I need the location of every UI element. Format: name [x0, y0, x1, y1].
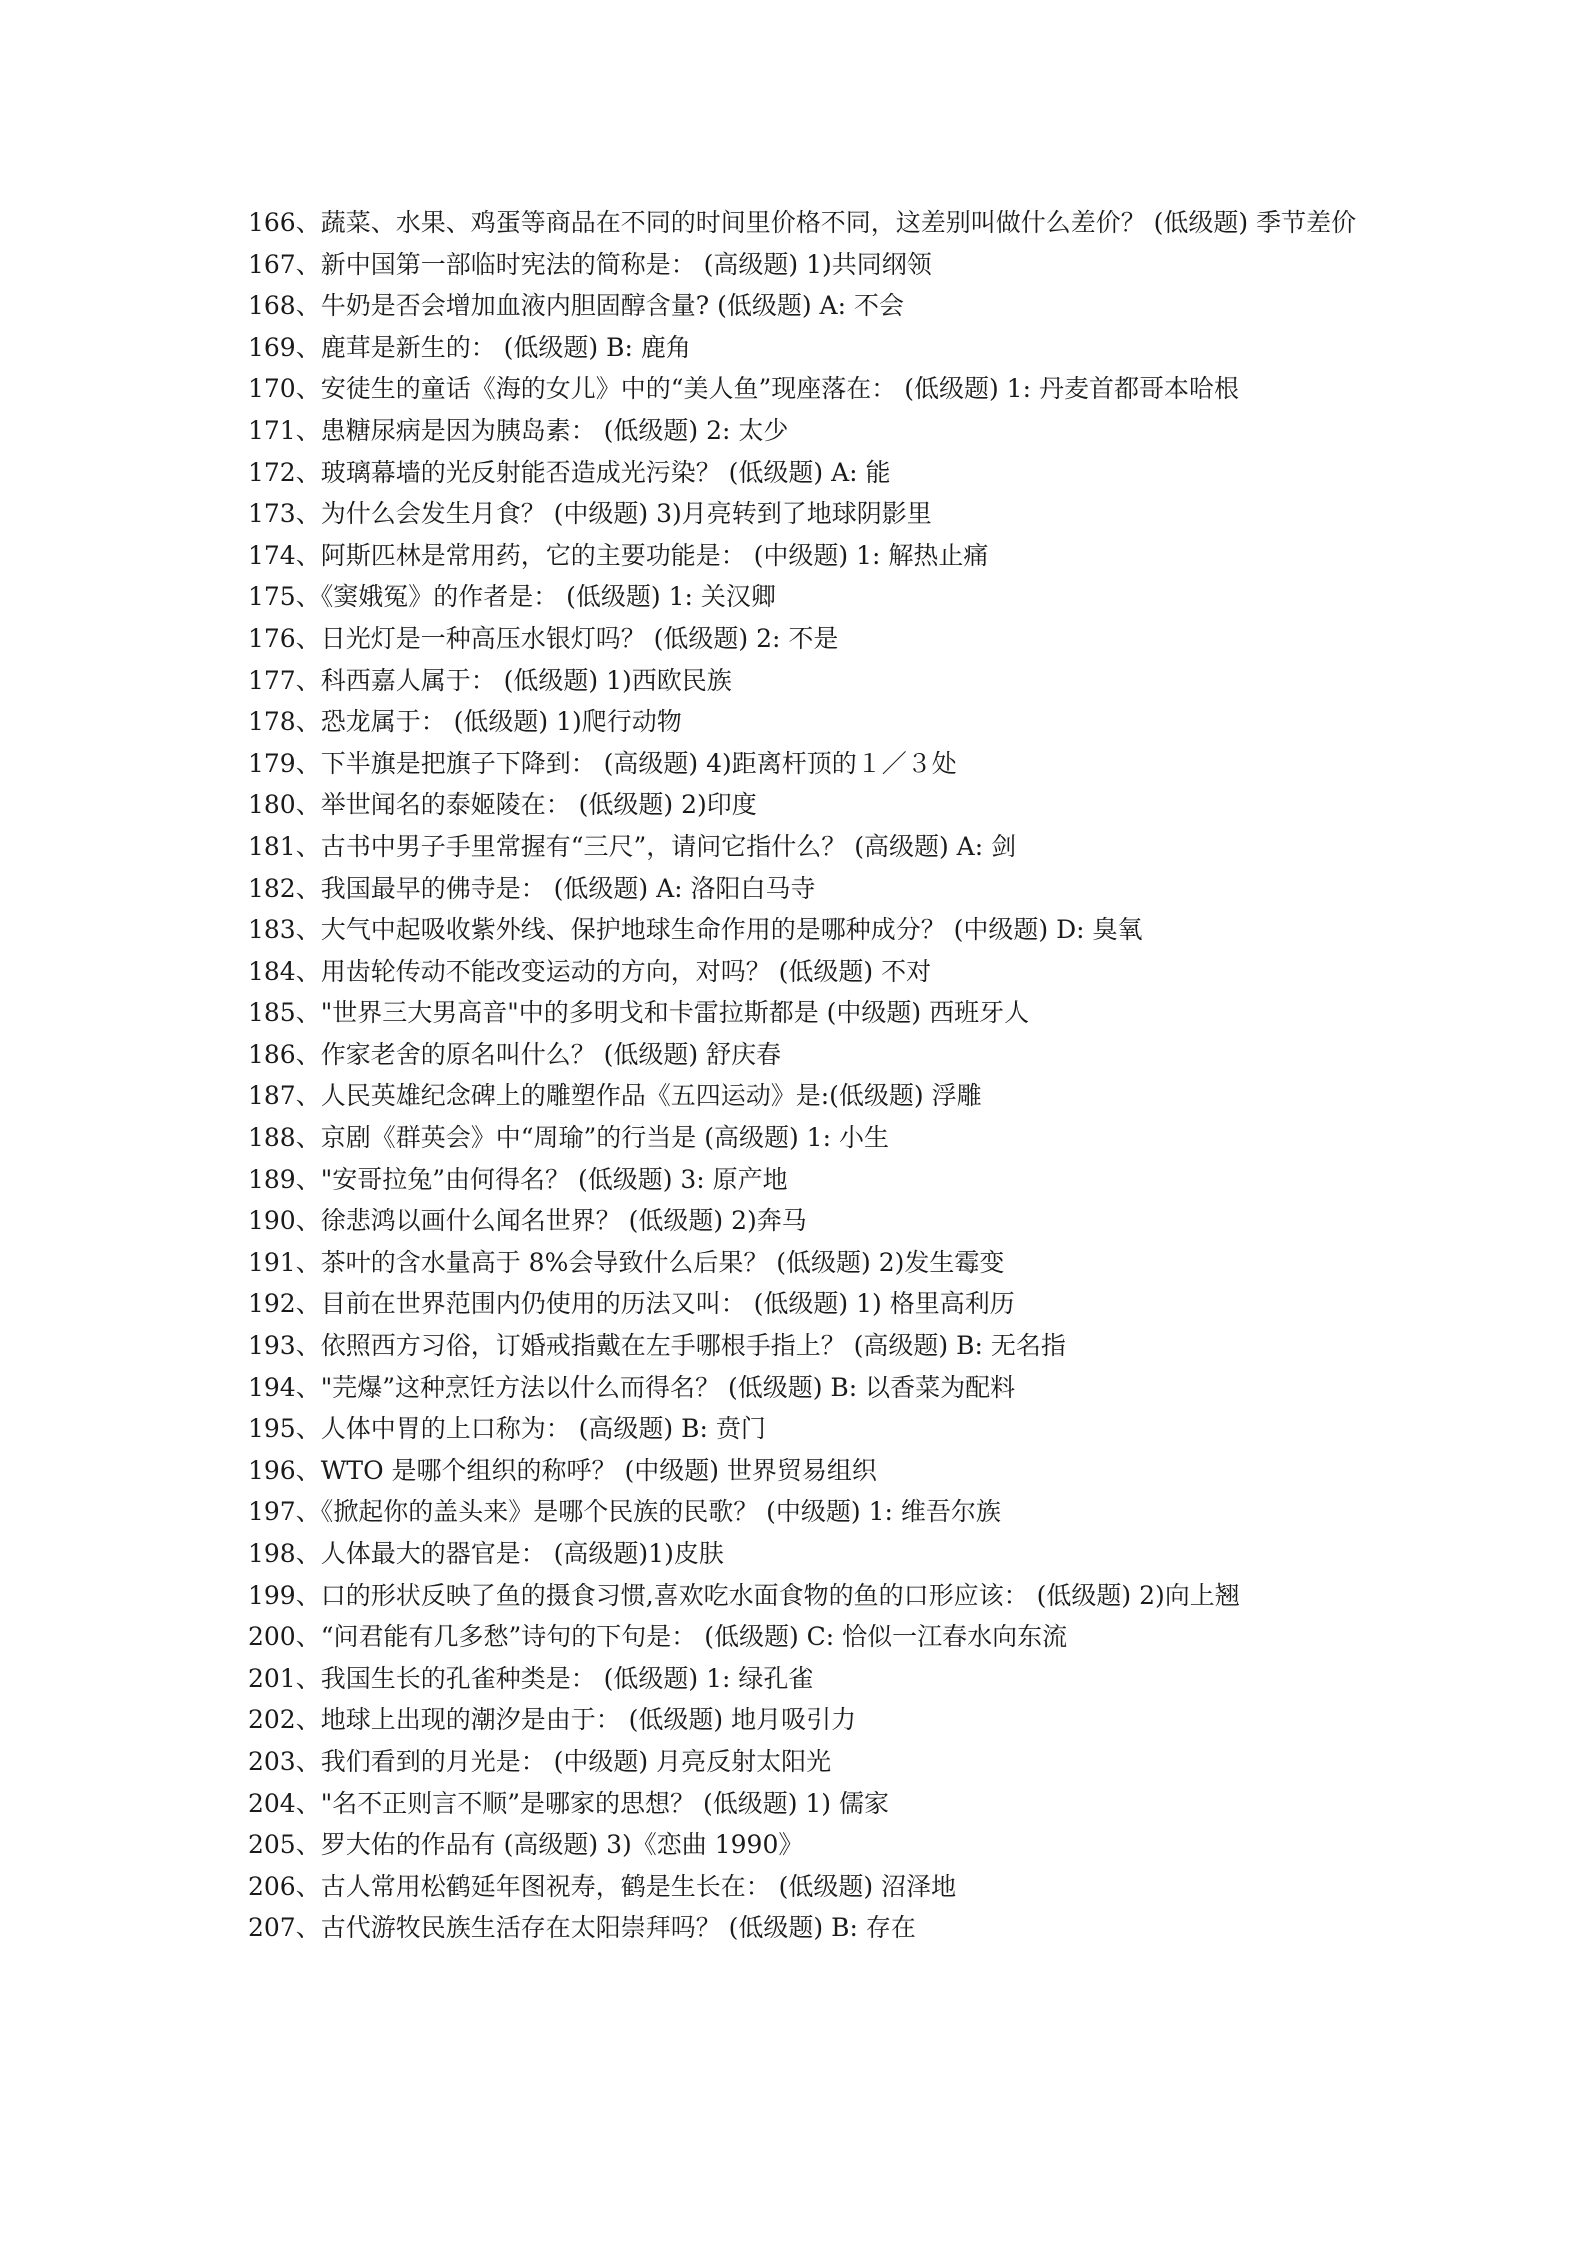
question-item: 194、"芫爆”这种烹饪方法以什么而得名？ (低级题) B: 以香菜为配料 — [248, 1372, 1016, 1402]
question-item: 199、口的形状反映了鱼的摄食习惯,喜欢吃水面食物的鱼的口形应该： (低级题) 2)向上翘 — [248, 1580, 1240, 1610]
question-item: 175、《窦娥冤》的作者是： (低级题) 1: 关汉卿 — [248, 582, 776, 612]
question-item: 200、“问君能有几多愁”诗句的下句是： (低级题) C: 恰似一江春水向东流 — [248, 1622, 1068, 1652]
question-item: 202、地球上出现的潮汐是由于： (低级题) 地月吸引力 — [248, 1705, 857, 1735]
question-item: 180、举世闻名的泰姬陵在： (低级题) 2)印度 — [248, 790, 757, 820]
question-item: 168、牛奶是否会增加血液内胆固醇含量? (低级题) A: 不会 — [248, 291, 904, 321]
question-item: 176、日光灯是一种高压水银灯吗？ (低级题) 2: 不是 — [248, 623, 839, 653]
question-item: 198、人体最大的器官是： (高级题)1)皮肤 — [248, 1539, 724, 1568]
question-item: 191、茶叶的含水量高于 8%会导致什么后果？ (低级题) 2)发生霉变 — [248, 1247, 1005, 1277]
question-item: 171、患糖尿病是因为胰岛素： (低级题) 2: 太少 — [248, 415, 789, 445]
question-item: 177、科西嘉人属于： (低级题) 1)西欧民族 — [248, 665, 732, 695]
question-item: 203、我们看到的月光是： (中级题) 月亮反射太阳光 — [248, 1746, 832, 1776]
question-item: 196、WTO 是哪个组织的称呼？ (中级题) 世界贸易组织 — [248, 1455, 877, 1485]
question-item: 205、罗大佑的作品有 (高级题) 3)《恋曲 1990》 — [248, 1830, 804, 1860]
question-item: 197、《掀起你的盖头来》是哪个民族的民歌？ (中级题) 1: 维吾尔族 — [248, 1497, 1001, 1527]
question-item: 178、恐龙属于： (低级题) 1)爬行动物 — [248, 707, 682, 737]
question-item: 207、古代游牧民族生活存在太阳崇拜吗？ (低级题) B: 存在 — [248, 1913, 916, 1943]
question-item: 183、大气中起吸收紫外线、保护地球生命作用的是哪种成分？ (中级题) D: 臭氧 — [248, 915, 1143, 945]
question-item: 167、新中国第一部临时宪法的简称是： (高级题) 1)共同纲领 — [248, 249, 932, 279]
question-item: 195、人体中胃的上口称为： (高级题) B: 贲门 — [248, 1414, 766, 1444]
question-item: 190、徐悲鸿以画什么闻名世界？ (低级题) 2)奔马 — [248, 1206, 807, 1236]
question-item: 172、玻璃幕墙的光反射能否造成光污染？ (低级题) A: 能 — [248, 457, 891, 487]
question-item: 170、安徒生的童话《海的女儿》中的“美人鱼”现座落在： (低级题) 1: 丹麦首都哥本哈根 — [248, 374, 1239, 404]
question-item: 173、为什么会发生月食？ (中级题) 3)月亮转到了地球阴影里 — [248, 499, 932, 529]
question-item: 204、"名不正则言不顺”是哪家的思想？ (低级题) 1) 儒家 — [248, 1788, 890, 1818]
question-list — [248, 202, 1358, 1949]
question-item: 181、古书中男子手里常握有“三尺”，请问它指什么？ (高级题) A: 剑 — [248, 831, 1017, 861]
question-item: 206、古人常用松鹤延年图祝寿，鹤是生长在： (低级题) 沼泽地 — [248, 1871, 957, 1901]
question-item: 174、阿斯匹林是常用药，它的主要功能是： (中级题) 1: 解热止痛 — [248, 540, 989, 570]
question-item: 201、我国生长的孔雀种类是： (低级题) 1: 绿孔雀 — [248, 1663, 814, 1693]
question-item: 186、作家老舍的原名叫什么？ (低级题) 舒庆春 — [248, 1039, 782, 1069]
question-item: 179、下半旗是把旗子下降到： (高级题) 4)距离杆顶的１／３处 — [248, 748, 957, 778]
question-item: 188、京剧《群英会》中“周瑜”的行当是 (高级题) 1: 小生 — [248, 1123, 889, 1153]
question-item: 169、鹿茸是新生的： (低级题) B: 鹿角 — [248, 332, 691, 362]
question-item: 185、"世界三大男高音"中的多明戈和卡雷拉斯都是 (中级题) 西班牙人 — [248, 998, 1030, 1028]
question-item: 193、依照西方习俗，订婚戒指戴在左手哪根手指上？ (高级题) B: 无名指 — [248, 1331, 1066, 1361]
question-item: 166、蔬菜、水果、鸡蛋等商品在不同的时间里价格不同，这差别叫做什么差价？ (低级题) 季节差价 — [248, 208, 1357, 237]
question-item: 192、目前在世界范围内仍使用的历法又叫： (低级题) 1) 格里高利历 — [248, 1289, 1015, 1319]
question-item: 184、用齿轮传动不能改变运动的方向，对吗？ (低级题) 不对 — [248, 956, 932, 986]
question-item: 187、人民英雄纪念碑上的雕塑作品《五四运动》是:(低级题) 浮雕 — [248, 1081, 982, 1111]
question-item: 189、"安哥拉兔”由何得名？ (低级题) 3: 原产地 — [248, 1164, 788, 1194]
question-item: 182、我国最早的佛寺是： (低级题) A: 洛阳白马寺 — [248, 873, 816, 903]
